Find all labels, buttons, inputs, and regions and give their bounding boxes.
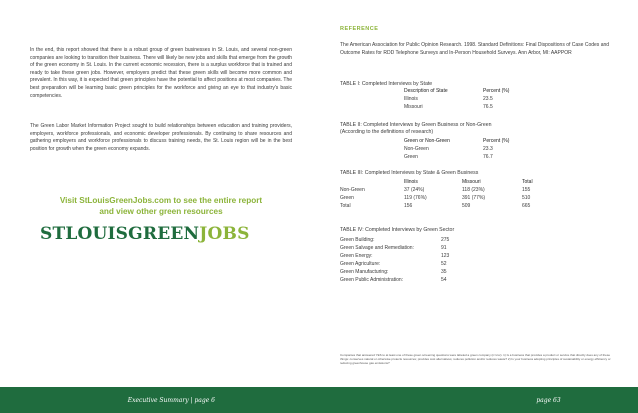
logo-text-stlouisgreen: STLOUISGREEN <box>40 224 200 244</box>
table-4-row-label: Green Manufacturing: <box>340 269 389 275</box>
footnote: Companies that answered YES to at least one of these green screening questions were labeled a green company (n=xxx). 1) Is a business that provides a product or service that directly does any of these things: conserves natural or otherwise protects resources; provides cost alternatives; reduces pollution and/or reduces waste? 2) Is your business adopting principles of sustainability or energy efficiency or reducing greenhouse gas emissions? <box>340 353 611 366</box>
table-1-header-description: Description of State <box>404 88 448 94</box>
left-footer-text: Executive Summary | page 6 <box>127 396 215 404</box>
table-4-row-value: 52 <box>441 261 447 267</box>
table-4-row-value: 275 <box>441 237 450 243</box>
references-heading: REFERENCE <box>340 26 379 32</box>
table-3-row-label: Total <box>340 203 351 209</box>
table-2-header-percent: Percent (%) <box>483 138 510 144</box>
table-3-cell: 665 <box>522 203 531 209</box>
table-4-row-label: Green Public Administration: <box>340 277 404 283</box>
table-3-cell: 510 <box>522 195 531 201</box>
table-4-title: TABLE IV: Completed Interviews by Green Sector <box>340 227 455 233</box>
table-2-subtitle: (According to the definitions of research) <box>340 129 434 135</box>
table-1-row-label: Illinois <box>404 96 418 102</box>
table-1-row-label: Missouri <box>404 104 423 110</box>
right-page <box>319 0 638 413</box>
logo-text-jobs: JOBS <box>199 224 250 244</box>
conclusion-paragraph: In the end, this report showed that there is a robust group of green businesses in St. Louis, and several non-green companies are looking to transition their business. There will likely be new jobs and skills that emerge from the growth of the green economy in St. Louis. In the current economic recession, there is a surplus workforce that is trained and ready to take these green jobs. However, employers predict that these green skills will become more common and prevalent. In this way, it is expected that green principles have the potential to affect positions at most companies. The best preparation will be learning basic green principles for the workforce and giving an eye to that industry's basic competencies. <box>30 47 292 99</box>
table-2-row-value: 76.7 <box>483 154 493 160</box>
table-4-row-label: Green Agriculture: <box>340 261 381 267</box>
table-3-cell: 118 (23%) <box>462 187 485 193</box>
table-1-row-value: 23.5 <box>483 96 493 102</box>
table-4-row-value: 91 <box>441 245 447 251</box>
table-3-cell: 37 (24%) <box>404 187 425 193</box>
table-3-cell: 119 (76%) <box>404 195 427 201</box>
table-3-header-missouri: Missouri <box>462 179 481 185</box>
table-2-row-label: Non-Green <box>404 146 429 152</box>
reference-citation: The American Association for Public Opinion Research. 1998. Standard Definitions: Final Dispositions of Case Codes and Outcome Rates for RDD Telephone Surveys and In-Person Household Surveys. Ann Arbor, MI: AAPPOR <box>340 42 610 56</box>
table-4-row-label: Green Salvage and Remediation: <box>340 245 414 251</box>
labor-market-paragraph: The Green Labor Market Information Project sought to build relationships between education and training providers, employers, workforce professionals, and economic developer professionals. By continuing to share resources and gathering employers and workforce professionals to discuss training needs, the St. Louis region will be in the best position for growth when the green economy expands. <box>30 123 292 152</box>
table-4-row-value: 54 <box>441 277 447 283</box>
table-2-row-label: Green <box>404 154 418 160</box>
table-3-cell: 155 <box>522 187 531 193</box>
stlouisgreenjobs-logo <box>40 224 280 244</box>
table-2-title: TABLE II: Completed Interviews by Green Business or Non-Green <box>340 122 492 128</box>
table-1-title: TABLE I: Completed Interviews by State <box>340 81 433 87</box>
table-3-row-label: Non-Green <box>340 187 365 193</box>
table-3-header-illinois: Illinois <box>404 179 418 185</box>
visit-link-line-1[interactable]: Visit StLouisGreenJobs.com to see the entire report <box>59 196 263 205</box>
table-2-row-value: 23.3 <box>483 146 493 152</box>
visit-link-line-2[interactable]: and view other green resources <box>99 207 223 216</box>
table-4-row-value: 35 <box>441 269 447 275</box>
left-footer-band <box>0 387 319 413</box>
table-3-cell: 391 (77%) <box>462 195 486 201</box>
table-4-row-label: Green Energy: <box>340 253 373 259</box>
table-1-header-percent: Percent (%) <box>483 88 510 94</box>
table-1-row-value: 76.5 <box>483 104 493 110</box>
table-4-row-value: 123 <box>441 253 450 259</box>
table-2-header-category: Green or Non-Green <box>404 138 450 144</box>
right-footer-page-number: page 63 <box>536 396 561 404</box>
table-3-cell: 509 <box>462 203 471 209</box>
table-3-cell: 156 <box>404 203 413 209</box>
table-3-row-label: Green <box>340 195 354 201</box>
table-3-header-total: Total <box>522 179 533 185</box>
table-3-title: TABLE III: Completed Interviews by State & Green Business <box>340 170 479 176</box>
right-footer-band <box>319 387 638 413</box>
table-4-row-label: Green Building: <box>340 237 375 243</box>
